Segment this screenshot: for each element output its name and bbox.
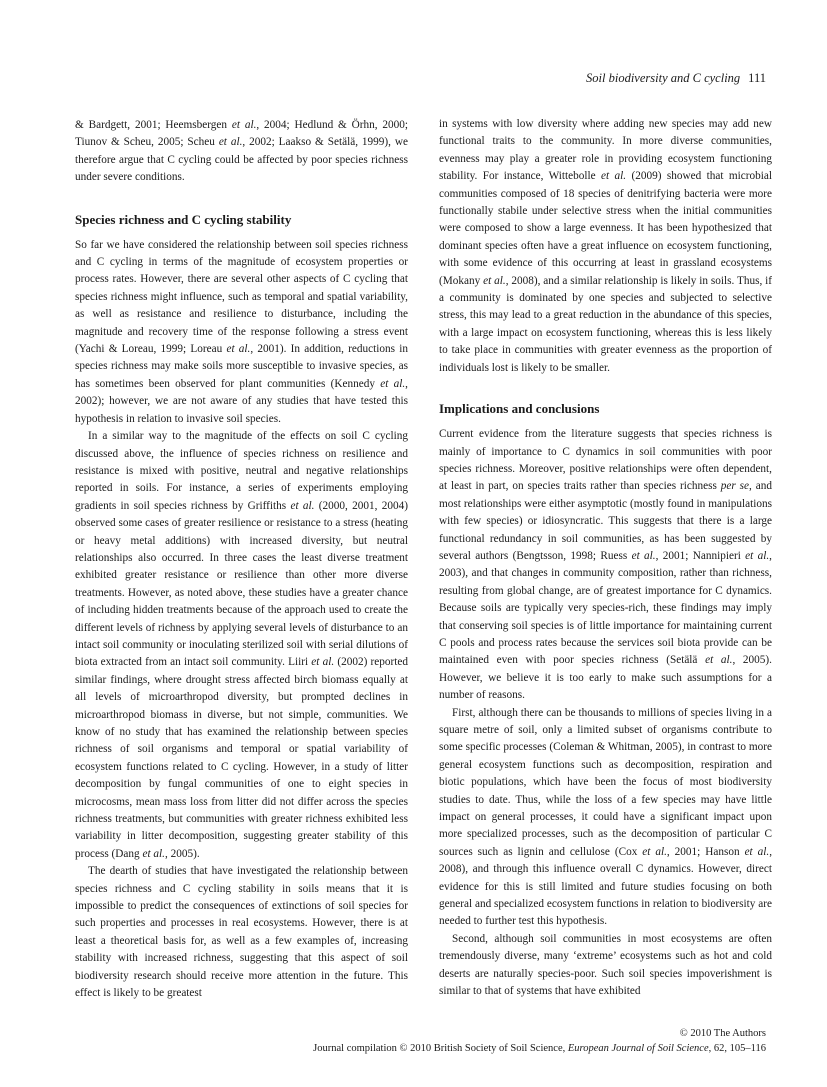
running-head bbox=[586, 71, 766, 86]
running-title: Soil biodiversity and C cycling bbox=[586, 71, 741, 85]
section-heading-implications: Implications and conclusions bbox=[439, 401, 600, 417]
page-number: 111 bbox=[748, 71, 766, 85]
footer-citation: , 62, 105–116 bbox=[708, 1043, 766, 1054]
right-paragraph-3: First, although there can be thousands to millions of species living in a square metre of soil, only a limited subset of organisms contribute to some specific processes (Coleman & Whitman, 2005), in contrast to more general ecosystem functions such as decomposition, respiration and biotic populations, which have been the focus of most biodiversity studies to date. Thus, while the loss of a few species may have little impact on general processes, it could have a significant impact upon more specialized processes, such as the decomposition of particular C sources such as lignin and cellulose (Cox et al., 2001; Hanson et al., 2008), and through this influence overall C dynamics. However, direct evidence for this is still limited and future studies focusing on both general and specialized ecosystem functions in relation to biodiversity are needed to further test this hypothesis. bbox=[439, 706, 772, 928]
section-heading-stability: Species richness and C cycling stability bbox=[75, 211, 292, 227]
right-paragraph-1: in systems with low diversity where adding new species may add new functional traits to the community. In more diverse communities, evenness may play a greater role in providing ecosystem functioning stability. For instance, Wittebolle et al. (2009) showed that microbial communities composed of 18 species of denitrifying bacteria were more functionally stabile under selective stress when the initial communities were composed to show a large evenness. It has been hypothesized that dominant species often have a great influence on ecosystem functioning, with some evidence of this occurring at least in grassland ecosystems (Mokany et al., 2008), and a similar relationship is likely in soils. Thus, if a community is dominated by one species and subjected to selective stress, this may lead to a great reduction in the abundance of this species, with a large impact on ecosystem functioning, whereas this is less likely to take place in communities with greater evenness as the proportion of individuals lost is likely to be smaller. bbox=[439, 118, 773, 374]
left-paragraph-4: The dearth of studies that have investigated the relationship between species richness and C cycling stability in soils means that it is impossible to predict the consequences of extinctions of soil species for such properties and processes in real ecosystems. However, there is at least a theoretical basis for, as well as a few examples of, increasing stability with increased richness, suggesting that this aspect of soil biodiversity research should receive more attention in the future. This effect is likely to be greatest bbox=[75, 865, 408, 1000]
footer-compilation bbox=[313, 1043, 766, 1054]
right-column bbox=[439, 116, 772, 1001]
left-column bbox=[75, 117, 408, 1003]
left-paragraph-1: & Bardgett, 2001; Heemsbergen et al., 2004; Hedlund & Örhn, 2000; Tiunov & Scheu, 2005; Scheu et al., 2002; Laakso & Setälä, 1999), we therefore argue that C cycling could be affected by poor species richness under severe conditions. bbox=[75, 119, 408, 184]
footer-journal-name: European Journal of Soil Science bbox=[567, 1043, 709, 1054]
footer-compilation-prefix: Journal compilation © 2010 British Society of Soil Science, bbox=[313, 1043, 568, 1054]
right-paragraph-4: Second, although soil communities in most ecosystems are often tremendously diverse, many ‘extreme’ ecosystems such as hot and cold deserts are naturally species-poor. Such soil species impoverishment is similar to that of systems that have exhibited bbox=[439, 932, 772, 998]
footer-copyright: © 2010 The Authors bbox=[679, 1028, 766, 1039]
left-paragraph-2: So far we have considered the relationship between soil species richness and C cycling in terms of the magnitude of ecosystem properties or process rates. However, there are several other aspects of C cycling that species richness might influence, such as temporal and spatial variability, as well as resistance and resilience to disturbance, including the magnitude and recovery time of the response following a stress event (Yachi & Loreau, 1999; Loreau et al., 2001). In addition, reductions in species richness may make soils more susceptible to invasive species, as has sometimes been observed for plant communities (Kennedy et al., 2002); however, we are not aware of any studies that have tested this hypothesis in relation to invasive soil species. bbox=[75, 238, 408, 425]
left-paragraph-3: In a similar way to the magnitude of the effects on soil C cycling discussed above, the influence of species richness on resilience and resistance is mixed with positive, neutral and negative relationships reported in soils. For instance, a series of experiments employing gradients in soil species richness by Griffiths et al. (2000, 2001, 2004) observed some cases of greater resilience or resistance to a stress (heating or heavy metal additions) with increased diversity, but neutral relationships also occurred. In three cases the least diverse treatment exhibited greater resistance or resilience than other more diverse treatments. However, as noted above, these studies have a greater chance of including hidden treatments because of the approach used to create the different levels of richness by applying several levels of disturbance to an intact soil community or inoculating sterilized soil with serial dilutions of biota extracted from an intact soil community. Liiri et al. (2002) reported similar findings, where drought stress affected birch biomass equally at all levels of microarthropod diversity, but prompted declines in microarthropod biomass in diverse, but not simple, communities. We know of no study that has examined the relationship between species richness of soil organisms and temporal or spatial variability of ecosystem functions related to C cycling. However, in a study of litter decomposition by fungal communities of one to eight species in microcosms, mean mass loss from litter did not differ across the species richness treatments, but communities with greater richness exhibited less variability in litter decomposition, suggesting greater stability of this process (Dang et al., 2005). bbox=[75, 430, 408, 860]
right-paragraph-2: Current evidence from the literature suggests that species richness is mainly of importance to C dynamics in soil communities with poor species richness. Moreover, positive relationships were often dependent, at least in part, on species traits rather than species richness per se, and most relationships were either asymptotic (mostly found in manipulations with few species) or idiosyncratic. This suggests that there is a large functional redundancy in soil communities, as has been suggested by several authors (Bengtsson, 1998; Ruess et al., 2001; Nannipieri et al., 2003), and that changes in community composition, rather than richness, resulting from global change, are of greatest importance for C dynamics. Because soils are typically very species-rich, these findings may imply that conserving soil species is of little importance for maintaining current C pools and process rates because the services soil biota provide can be maintained even with poor species richness (Setälä et al., 2005). However, we believe it is too early to make such assumptions for a number of reasons. bbox=[439, 428, 772, 702]
